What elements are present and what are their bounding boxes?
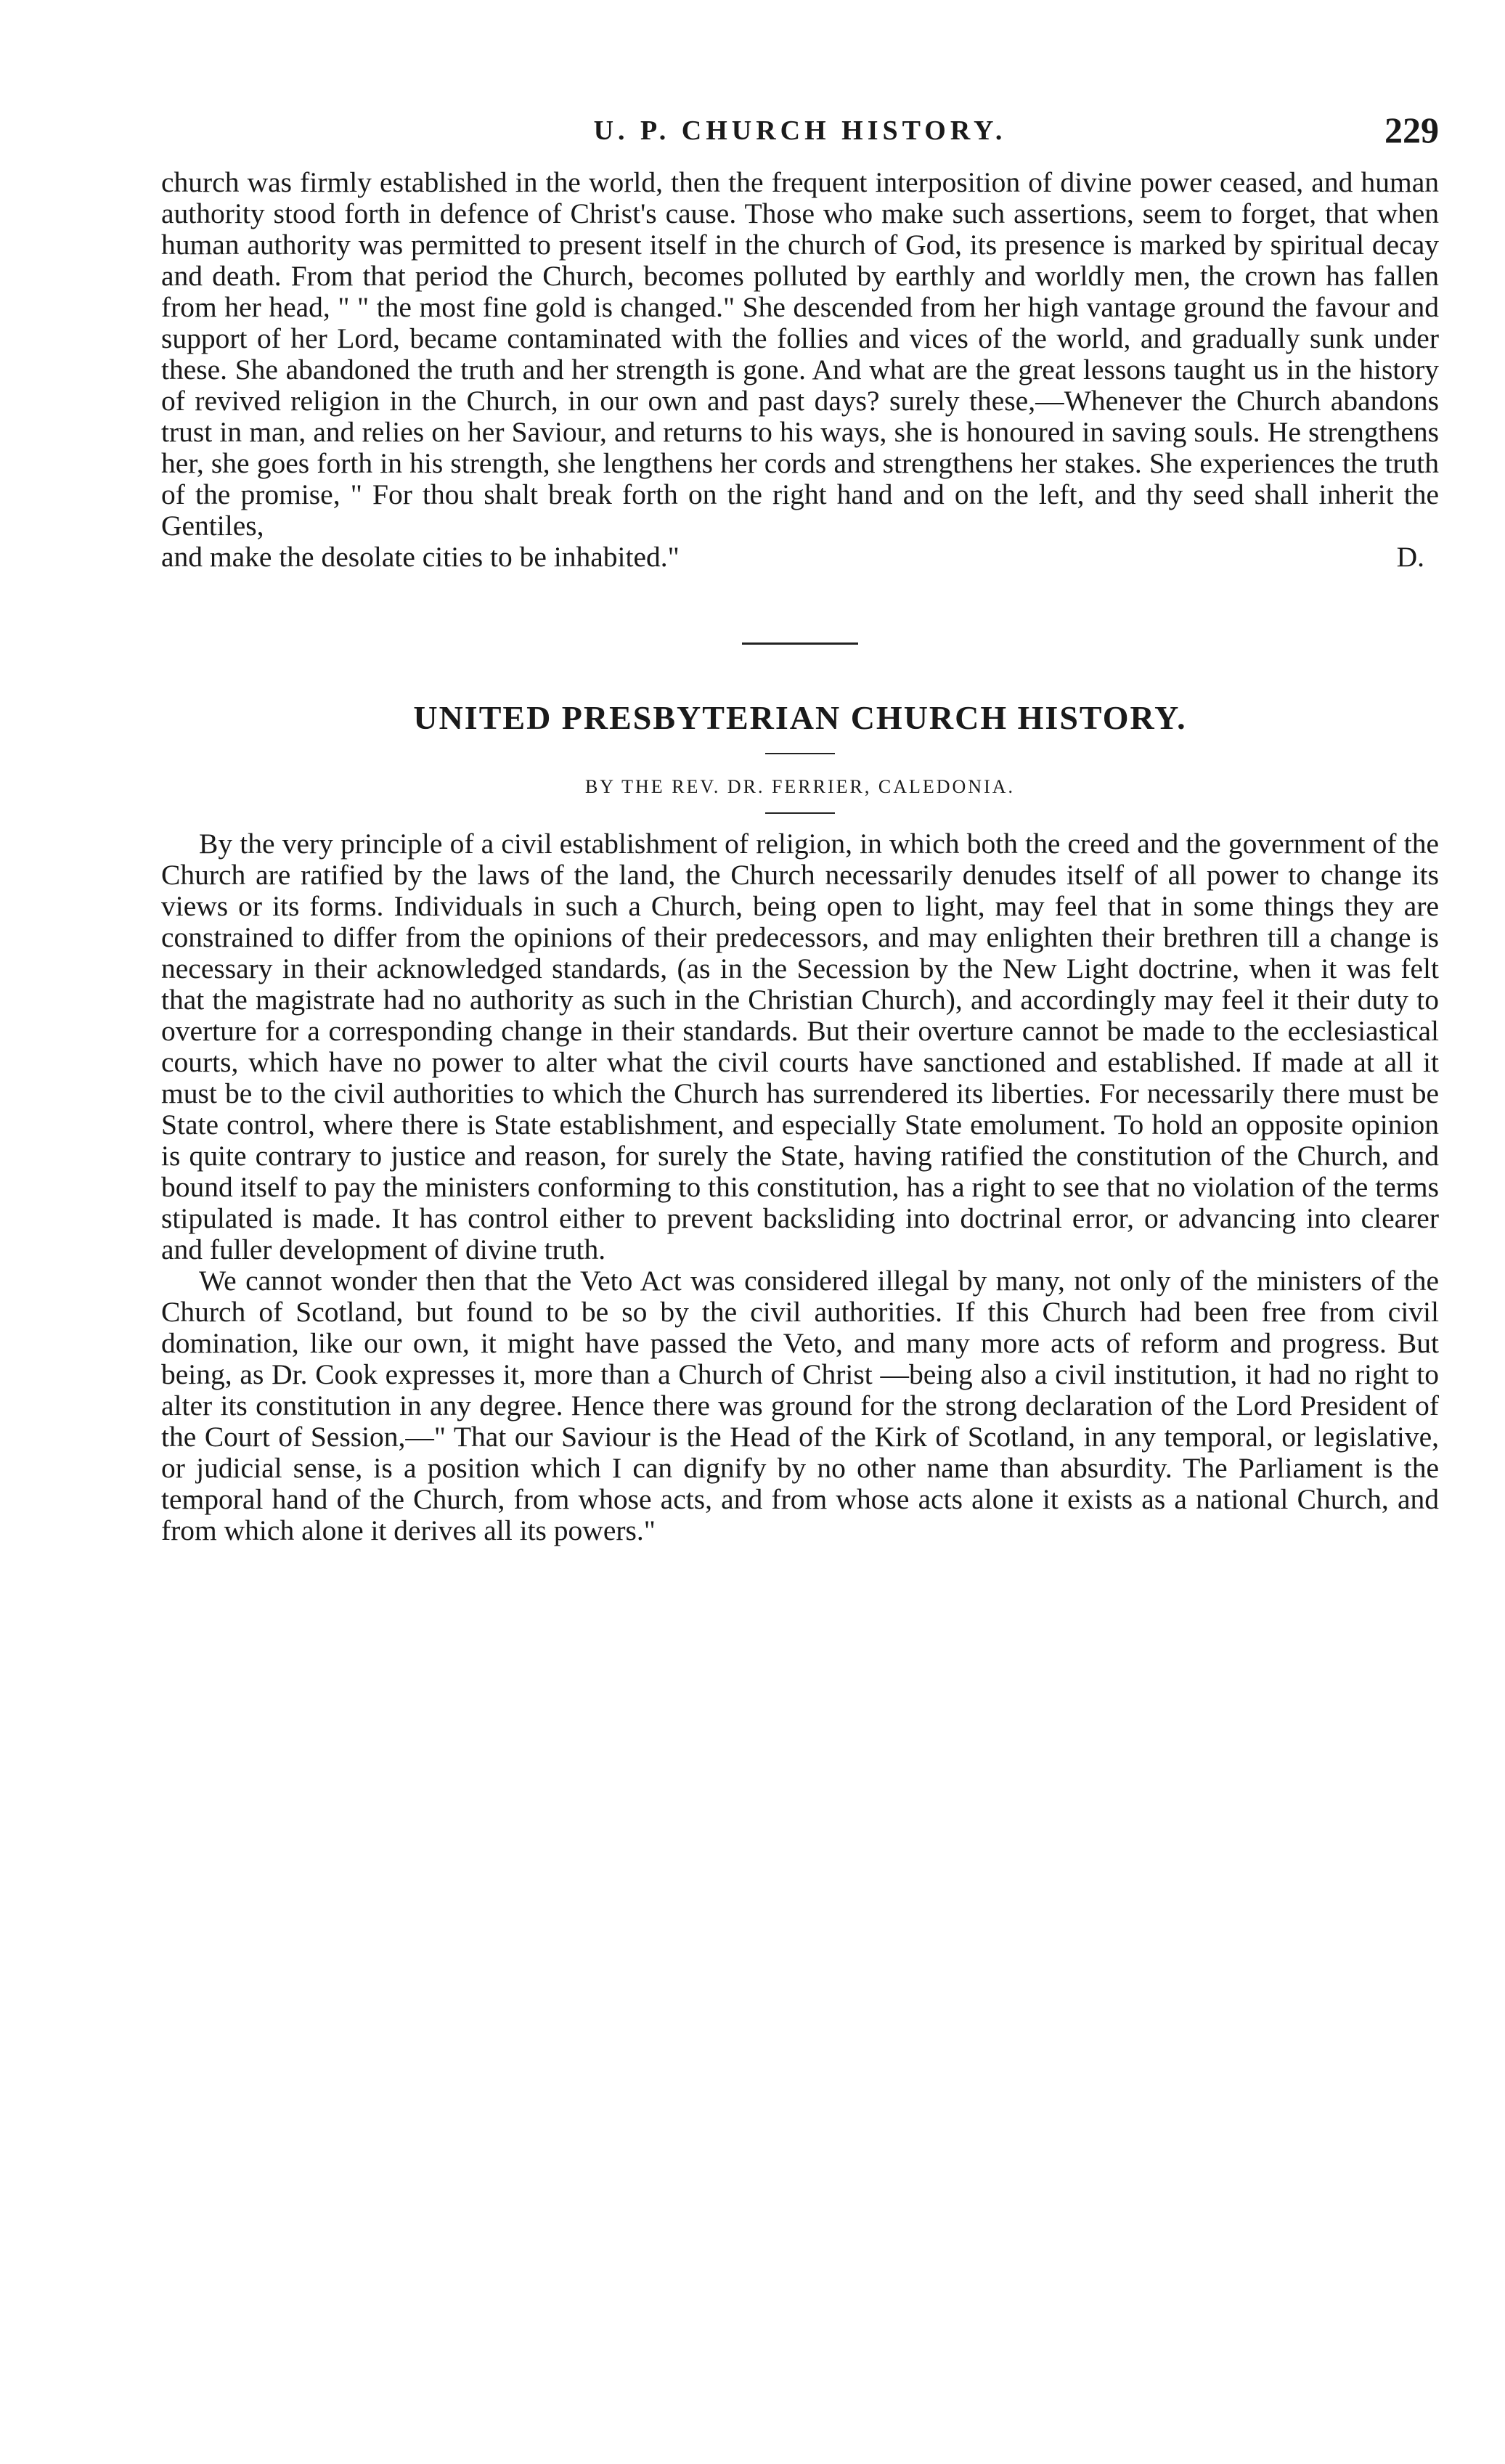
article-byline: BY THE REV. DR. FERRIER, CALEDONIA. — [584, 776, 1016, 797]
article-paragraph: We cannot wonder then that the Veto Act was considered illegal by many, not only of the ministers of the Church of Scotland, but found to be so by the civil authorities. If this Church had been free from civil domination, like our own, it might have passed the Veto, and many more acts of reform and progress. But being, as Dr. Cook expresses it, more than a Church of Christ —being also a civil institution, it had no right to alter its constitution in any degree. Hence there was ground for the strong declaration of the Lord President of the Court of Session,—" That our Saviour is the Head of the Kirk of Scotland, in any temporal, or legislative, or judicial sense, is a position which I can dignify by no other name than absurdity. The Parliament is the temporal hand of the Church, from whose acts, and from whose acts alone it exists as a national Church, and from which alone it derives all its powers." — [161, 1265, 1439, 1546]
closing-line: and make the desolate cities to be inhabited." — [161, 541, 680, 573]
article-paragraph: By the very principle of a civil establishment of religion, in which both the creed and the government of the Church are ratified by the laws of the land, the Church necessarily denudes itself of all power to change its views or its forms. Individuals in such a Church, being open to light, may feel that in some things they are constrained to differ from the opinions of their predecessors, and may enlighten their brethren till a change is necessary in their acknowledged standards, (as in the Secession by the New Light doctrine, when it was felt that the magistrate had no authority as such in the Christian Church), and accordingly may feel it their duty to overture for a corresponding change in their standards. But their overture cannot be made to the ecclesiastical courts, which have no power to alter what the civil courts have sanctioned and established. If made at all it must be to the civil authorities to which the Church has surrendered its liberties. For necessarily there must be State control, where there is State establishment, and especially State emolument. To hold an opposite opinion is quite contrary to justice and reason, for surely the State, having ratified the constitution of the Church, and bound itself to pay the ministers conforming to this constitution, has a right to see that no violation of the terms stipulated is made. It has control either to prevent backsliding into doctrinal error, or advancing into clearer and fuller development of divine truth. — [161, 828, 1439, 1265]
section-divider — [742, 642, 858, 645]
article-title: UNITED PRESBYTERIAN CHURCH HISTORY. — [413, 699, 1187, 736]
running-title: U. P. CHURCH HISTORY. — [593, 115, 1007, 146]
byline-rule — [765, 812, 835, 814]
title-rule — [765, 753, 835, 754]
page — [161, 109, 1439, 1546]
page-number: 229 — [1384, 110, 1439, 150]
author-signature: D. — [1396, 541, 1424, 573]
previous-article-ending — [161, 167, 1439, 573]
running-header — [161, 109, 1439, 167]
previous-article-closing — [161, 542, 1439, 573]
article — [161, 698, 1439, 1546]
previous-article-paragraph: church was firmly established in the world, then the frequent interposition of divine power ceased, and human authority stood forth in defence of Christ's cause. Those who make such assertions, seem to forget, that when human authority was permitted to present itself in the church of God, its presence is marked by spiritual decay and death. From that period the Church, becomes polluted by earthly and worldly men, the crown has fallen from her head, " " the most fine gold is changed." She descended from her high vantage ground the favour and support of her Lord, became contaminated with the follies and vices of the world, and gradually sunk under these. She abandoned the truth and her strength is gone. And what are the great lessons taught us in the history of revived religion in the Church, in our own and past days? surely these,—Whenever the Church abandons trust in man, and relies on her Saviour, and returns to his ways, she is honoured in saving souls. He strengthens her, she goes forth in his strength, she lengthens her cords and strengthens her stakes. She experiences the truth of the promise, " For thou shalt break forth on the right hand and on the left, and thy seed shall inherit the Gentiles, — [161, 166, 1439, 542]
